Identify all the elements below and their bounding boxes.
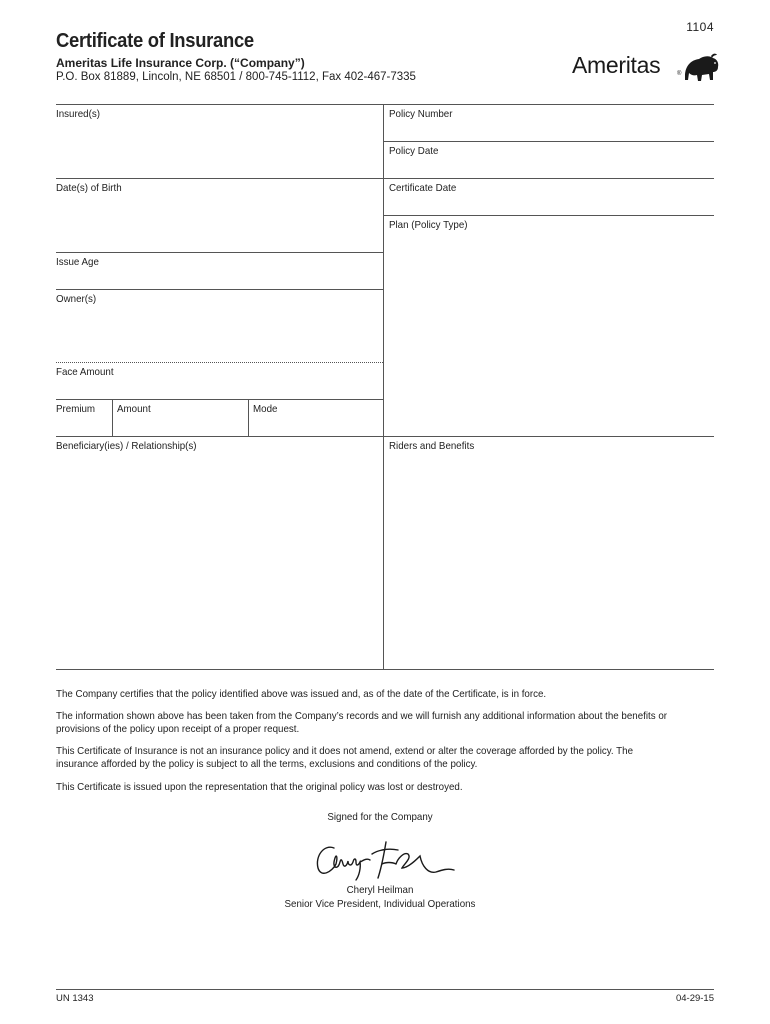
certificate-date-label: Certificate Date [389,182,457,194]
premium-divider [112,399,113,436]
registered-mark: ® [677,71,682,77]
statement-in-force: The Company certifies that the policy identified above was issued and, as of the date of the Certificate, is in force. [56,688,547,700]
ameritas-logo [572,50,720,84]
premium-label: Premium [56,403,96,415]
plan-label: Plan (Policy Type) [389,219,468,231]
owners-label: Owner(s) [56,293,97,305]
form-bottom-rule [56,669,714,670]
form-code: UN 1343 [56,993,94,1004]
company-address: P.O. Box 81889, Lincoln, NE 68501 / 800-745-1112, Fax 402-467-7335 [56,71,416,83]
signer-title: Senior Vice President, Individual Operations [284,898,476,910]
policy-number-label: Policy Number [389,108,453,120]
form-center-divider [383,104,384,670]
mode-label: Mode [253,403,278,415]
rule-issue-age [56,289,383,290]
signature-image [312,834,457,884]
rule-policy-date [383,178,714,179]
riders-label: Riders and Benefits [389,440,475,452]
insureds-label: Insured(s) [56,108,100,120]
face-amount-label: Face Amount [56,366,114,378]
signer-name: Cheryl Heilman [346,884,414,896]
form-top-rule [56,104,714,105]
bison-icon [682,50,720,84]
rule-insureds [56,178,383,179]
statement-records: The information shown above has been taken from the Company’s records and we will furnish any additional information about the benefits or provisions of the policy upon receipt of a proper request. [56,710,668,735]
revision-date: 04-29-15 [675,993,714,1004]
rule-certificate-date [383,215,714,216]
rule-face-amount [56,399,383,400]
dates-of-birth-label: Date(s) of Birth [56,182,122,194]
rule-policy-number [383,141,714,142]
footer-rule [56,989,714,990]
form-number: 1104 [686,20,714,34]
rule-dates-of-birth [56,252,383,253]
rule-premium-row [56,436,714,437]
statement-not-policy: This Certificate of Insurance is not an insurance policy and it does not amend, extend or alter the coverage afforded by the policy. The insurance afforded by the policy is subject to all the terms, exclusions and conditions of the policy. [56,745,634,770]
logo-text: Ameritas [572,52,661,78]
rule-owners [56,362,383,363]
policy-date-label: Policy Date [389,145,439,157]
page-title: Certificate of Insurance [56,30,254,52]
beneficiaries-label: Beneficiary(ies) / Relationship(s) [56,440,197,452]
amount-divider [248,399,249,436]
company-name: Ameritas Life Insurance Corp. (“Company”) [56,56,305,70]
statement-lost-policy: This Certificate is issued upon the representation that the original policy was lost or destroyed. [56,781,463,793]
amount-label: Amount [117,403,151,415]
signed-for-company: Signed for the Company [327,811,433,823]
issue-age-label: Issue Age [56,256,99,268]
